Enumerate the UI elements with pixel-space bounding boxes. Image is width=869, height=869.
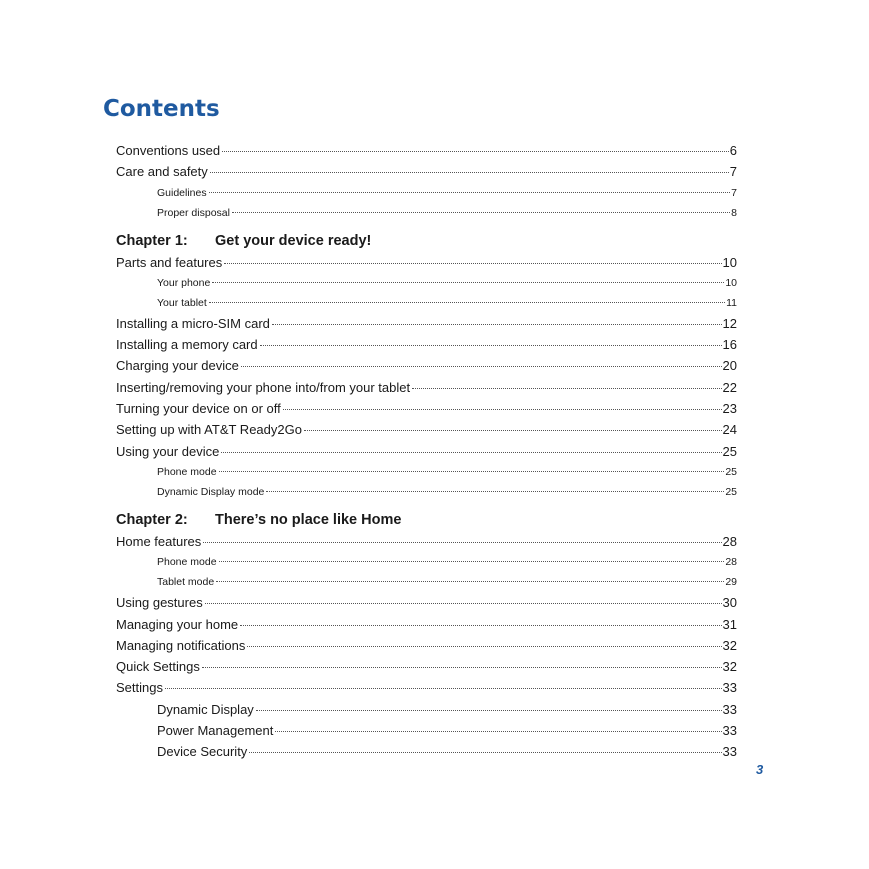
page-title: Contents [103, 96, 220, 122]
toc-entry-title: Installing a memory card [116, 337, 258, 353]
chapter-number: Chapter 2: [116, 511, 188, 528]
chapter-1-heading [116, 231, 737, 252]
toc-entry[interactable] [116, 699, 737, 720]
chapter-title: Get your device ready! [215, 232, 372, 249]
toc-entry-page: 8 [731, 206, 737, 219]
toc-entry-title: Conventions used [116, 143, 221, 158]
dot-leader [232, 212, 730, 213]
dot-leader [240, 625, 721, 626]
dot-leader [212, 282, 724, 283]
toc-entry-title: Phone mode [157, 465, 217, 478]
toc-entry-title: Installing a micro-SIM card [116, 315, 270, 331]
dot-leader [272, 324, 722, 325]
toc-entry[interactable] [116, 161, 737, 182]
toc-entry[interactable] [116, 293, 737, 313]
dot-leader [205, 603, 722, 604]
toc-entry-page: 23 [722, 401, 737, 417]
toc-entry[interactable] [116, 398, 737, 419]
toc-entry[interactable] [116, 462, 737, 482]
toc-entry-page: 25 [725, 465, 737, 478]
chapter-2-heading [116, 510, 737, 531]
chapter-title: There’s no place like Home [215, 511, 402, 528]
toc-entry[interactable] [116, 441, 737, 462]
chapter-2-list [116, 531, 737, 763]
dot-leader [219, 471, 725, 472]
toc-entry-page: 10 [722, 254, 737, 270]
toc-entry-page: 24 [722, 422, 737, 438]
toc-entry-title: Dynamic Display [157, 701, 254, 717]
toc-entry-page: 7 [731, 186, 737, 199]
toc-entry[interactable] [116, 140, 737, 161]
dot-leader [209, 192, 731, 193]
toc-entry[interactable] [116, 572, 737, 592]
toc-entry-title: Using your device [116, 443, 220, 459]
chapter-number: Chapter 1: [116, 232, 188, 249]
toc-entry[interactable] [116, 482, 737, 502]
toc-entry-title: Inserting/removing your phone into/from your tablet [116, 379, 411, 395]
toc-entry-page: 30 [722, 595, 737, 611]
toc-entry-title: Charging your device [116, 358, 239, 374]
toc-entry-page: 25 [725, 485, 737, 498]
dot-leader [209, 302, 725, 303]
toc-entry-page: 32 [722, 659, 737, 675]
dot-leader [283, 409, 722, 410]
dot-leader [165, 688, 722, 689]
dot-leader [412, 388, 721, 389]
toc-entry-page: 33 [722, 701, 737, 717]
toc-entry-title: Tablet mode [157, 576, 215, 589]
toc-entry[interactable] [116, 273, 737, 293]
toc-entry-title: Dynamic Display mode [157, 485, 265, 498]
toc-entry-page: 11 [726, 296, 737, 309]
dot-leader [275, 731, 721, 732]
toc-entry[interactable] [116, 741, 737, 762]
toc-entry-title: Using gestures [116, 595, 203, 611]
toc-entry-page: 31 [722, 616, 737, 632]
toc-entry[interactable] [116, 203, 737, 223]
dot-leader [221, 452, 721, 453]
toc-entry[interactable] [116, 677, 737, 698]
toc-entry[interactable] [116, 614, 737, 635]
page-number: 3 [756, 762, 764, 777]
dot-leader [241, 366, 722, 367]
toc-entry-title: Settings [116, 680, 163, 696]
toc-entry-page: 6 [729, 143, 737, 158]
toc-entry-title: Turning your device on or off [116, 401, 281, 417]
toc-entry-page: 33 [722, 723, 737, 739]
toc-entry-title: Phone mode [157, 556, 217, 569]
toc-entry-page: 20 [722, 358, 737, 374]
toc-entry-title: Care and safety [116, 164, 208, 180]
toc-entry[interactable] [116, 592, 737, 613]
toc-entry-page: 28 [725, 556, 737, 569]
toc-entry-title: Quick Settings [116, 659, 200, 675]
toc-entry-title: Managing notifications [116, 637, 246, 653]
toc-entry-title: Guidelines [157, 186, 207, 199]
dot-leader [210, 172, 729, 173]
toc-entry[interactable] [116, 720, 737, 741]
dot-leader [203, 542, 721, 543]
toc-entry[interactable] [116, 252, 737, 273]
toc-entry[interactable] [116, 552, 737, 572]
toc-entry-title: Parts and features [116, 254, 223, 270]
dot-leader [222, 151, 729, 152]
toc-entry-title: Device Security [157, 744, 248, 760]
toc-entry[interactable] [116, 377, 737, 398]
toc-entry-page: 32 [722, 637, 737, 653]
dot-leader [304, 430, 722, 431]
toc-entry[interactable] [116, 419, 737, 440]
dot-leader [266, 491, 724, 492]
toc-entry-page: 33 [722, 680, 737, 696]
toc-entry-page: 25 [722, 443, 737, 459]
toc-entry-page: 33 [722, 744, 737, 760]
toc-entry[interactable] [116, 313, 737, 334]
front-matter-list [116, 140, 737, 223]
toc-entry[interactable] [116, 656, 737, 677]
dot-leader [224, 263, 721, 264]
toc-entry-title: Managing your home [116, 616, 239, 632]
toc-entry-page: 22 [722, 379, 737, 395]
toc-entry[interactable] [116, 531, 737, 552]
table-of-contents [116, 140, 737, 763]
toc-entry-page: 29 [725, 576, 737, 589]
toc-entry-title: Setting up with AT&T Ready2Go [116, 422, 302, 438]
toc-entry[interactable] [116, 355, 737, 376]
dot-leader [249, 752, 721, 753]
toc-entry-page: 28 [722, 533, 737, 549]
dot-leader [216, 581, 724, 582]
toc-entry-page: 12 [722, 315, 737, 331]
toc-entry-title: Power Management [157, 723, 274, 739]
toc-entry[interactable] [116, 183, 737, 203]
dot-leader [256, 710, 722, 711]
toc-entry-title: Home features [116, 533, 202, 549]
dot-leader [260, 345, 722, 346]
toc-entry-page: 10 [725, 276, 737, 289]
toc-entry-page: 16 [722, 337, 737, 353]
dot-leader [247, 646, 721, 647]
toc-entry-title: Proper disposal [157, 206, 230, 219]
chapter-1-list [116, 252, 737, 502]
dot-leader [202, 667, 722, 668]
toc-entry-title: Your phone [157, 276, 211, 289]
dot-leader [219, 561, 725, 562]
toc-entry-page: 7 [729, 164, 737, 180]
toc-entry-title: Your tablet [157, 296, 207, 309]
toc-entry[interactable] [116, 334, 737, 355]
toc-entry[interactable] [116, 635, 737, 656]
